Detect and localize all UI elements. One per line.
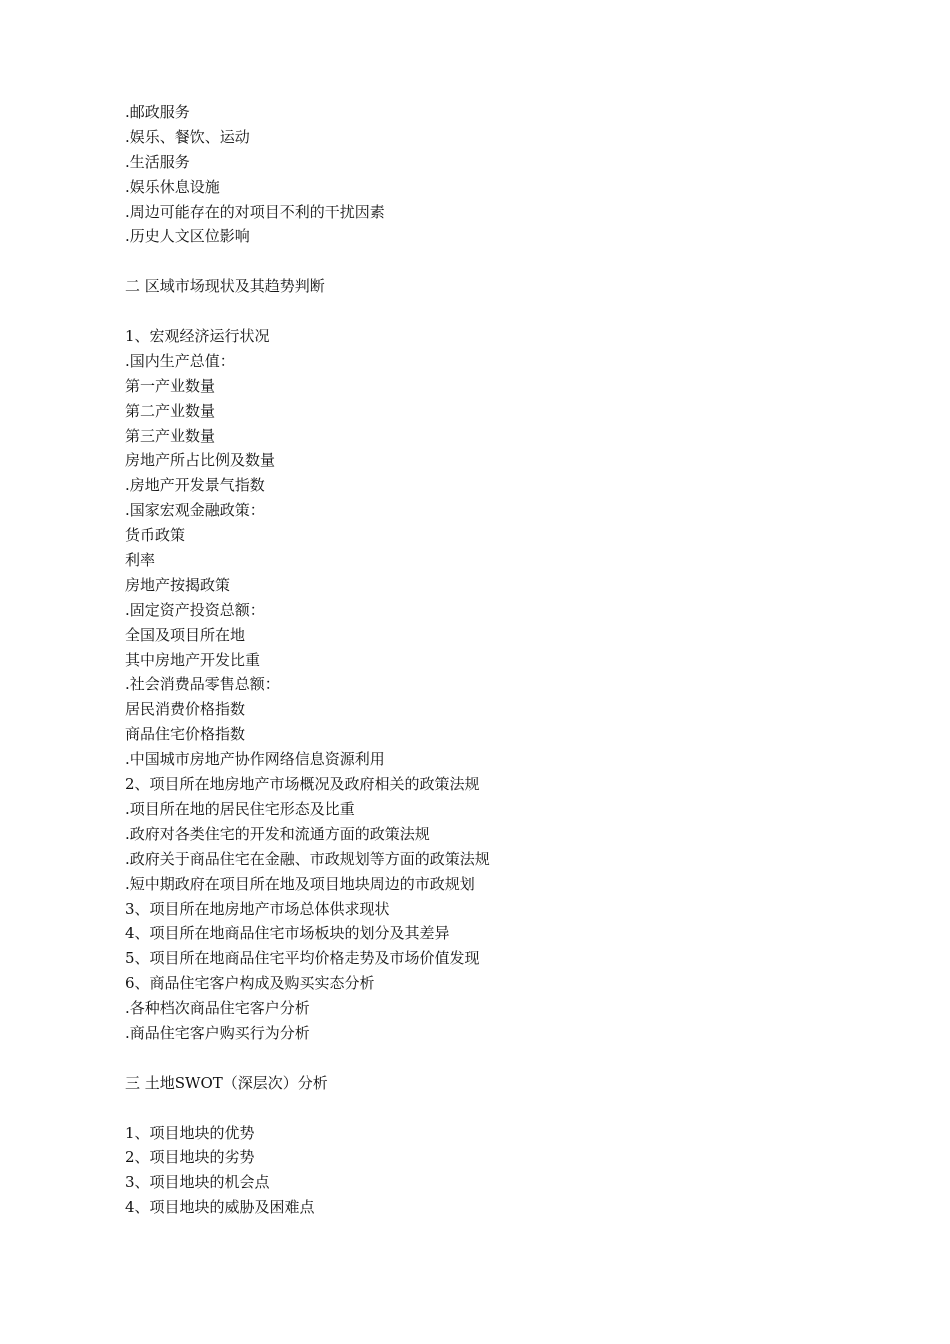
text-line: .社会消费品零售总额： (125, 675, 280, 694)
text-line: .生活服务 (125, 152, 190, 171)
document-page (125, 100, 885, 1220)
text-line: .项目所在地的居民住宅形态及比重 (125, 799, 355, 818)
text-line: 1、项目地块的优势 (125, 1123, 255, 1142)
text-line: 居民消费价格指数 (125, 700, 246, 719)
text-line: .各种档次商品住宅客户分析 (125, 999, 310, 1018)
text-line: 3、项目地块的机会点 (125, 1173, 270, 1192)
text-line: .商品住宅客户购买行为分析 (125, 1023, 310, 1042)
paragraph-gap (125, 1096, 885, 1121)
text-line: .国家宏观金融政策： (125, 501, 265, 520)
text-line: 第二产业数量 (125, 401, 216, 420)
text-line: .娱乐休息设施 (125, 177, 220, 196)
text-line: 4、项目所在地商品住宅市场板块的划分及其差异 (125, 924, 450, 943)
text-line: 4、项目地块的威胁及困难点 (125, 1198, 315, 1217)
text-line: .周边可能存在的对项目不利的干扰因素 (125, 202, 385, 221)
text-line: 利率 (125, 551, 156, 570)
text-line: .短中期政府在项目所在地及项目地块周边的市政规划 (125, 874, 475, 893)
text-line: .固定资产投资总额： (125, 600, 265, 619)
text-line: .中国城市房地产协作网络信息资源利用 (125, 750, 385, 769)
text-line: 商品住宅价格指数 (125, 725, 246, 744)
paragraph-gap (125, 299, 885, 324)
text-line: 第三产业数量 (125, 426, 216, 445)
text-line: 5、项目所在地商品住宅平均价格走势及市场价值发现 (125, 949, 480, 968)
text-line: .历史人文区位影响 (125, 227, 250, 246)
text-line: 货币政策 (125, 526, 186, 545)
text-line: .国内生产总值： (125, 351, 235, 370)
text-line: 6、商品住宅客户构成及购买实态分析 (125, 974, 375, 993)
text-line: 房地产所占比例及数量 (125, 451, 276, 470)
text-line: .政府对各类住宅的开发和流通方面的政策法规 (125, 824, 430, 843)
text-line: 全国及项目所在地 (125, 625, 246, 644)
text-line: 2、项目地块的劣势 (125, 1148, 255, 1167)
text-line: 房地产按揭政策 (125, 575, 231, 594)
paragraph-gap (125, 1046, 885, 1071)
text-line: 3、项目所在地房地产市场总体供求现状 (125, 899, 390, 918)
paragraph-gap (125, 249, 885, 274)
text-line: 2、项目所在地房地产市场概况及政府相关的政策法规 (125, 775, 480, 794)
text-line: 二 区域市场现状及其趋势判断 (125, 277, 325, 296)
text-line: 第一产业数量 (125, 376, 216, 395)
text-line: .娱乐、餐饮、运动 (125, 127, 250, 146)
text-line: 三 土地SWOT（深层次）分析 (125, 1073, 328, 1092)
text-line: 其中房地产开发比重 (125, 650, 261, 669)
text-line: .房地产开发景气指数 (125, 476, 265, 495)
text-line: 1、宏观经济运行状况 (125, 327, 270, 346)
text-line: .邮政服务 (125, 103, 190, 121)
text-line: .政府关于商品住宅在金融、市政规划等方面的政策法规 (125, 849, 490, 868)
